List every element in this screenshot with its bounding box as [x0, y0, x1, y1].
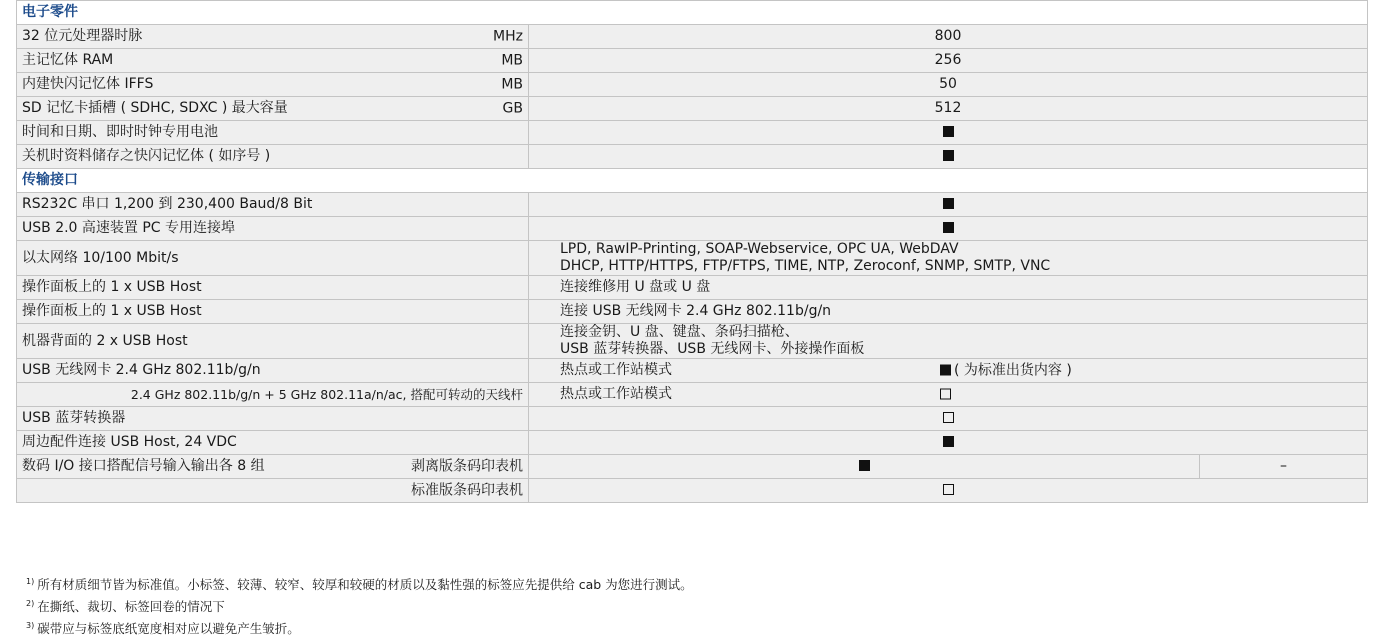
spec-row [17, 431, 1368, 455]
label-text: 32 位元处理器时脉 [22, 28, 143, 44]
spec-value [529, 431, 1368, 455]
spec-label [17, 97, 529, 121]
empty-square-icon [940, 388, 951, 399]
spec-value-extra: – [1200, 455, 1368, 479]
spec-row [17, 121, 1368, 145]
spec-value: 256 [529, 49, 1368, 73]
spec-row [17, 97, 1368, 121]
label-text: 内建快闪记忆体 IFFS [22, 76, 154, 92]
spec-label: USB 2.0 高速装置 PC 专用连接埠 [17, 217, 529, 241]
filled-square-icon [943, 198, 954, 209]
spec-row [17, 241, 1368, 276]
spec-value: 512 [529, 97, 1368, 121]
spec-row [17, 49, 1368, 73]
footnote [26, 616, 693, 638]
spec-label: USB 蓝芽转换器 [17, 407, 529, 431]
spec-label: 2.4 GHz 802.11b/g/n + 5 GHz 802.11a/n/ac, 搭配可转动的天线杆 [17, 383, 529, 407]
section-row [17, 169, 1368, 193]
spec-value [529, 241, 1368, 276]
spec-value [529, 407, 1368, 431]
filled-square-icon [943, 222, 954, 233]
spec-label: 操作面板上的 1 x USB Host [17, 276, 529, 300]
footnote-text: 碳带应与标签底纸宽度相对应以避免产生皱折。 [37, 621, 300, 636]
spec-row [17, 455, 1368, 479]
spec-value [529, 145, 1368, 169]
footnotes [26, 572, 693, 638]
footnote [26, 594, 693, 616]
spec-row [17, 300, 1368, 324]
spec-value [529, 193, 1368, 217]
spec-row [17, 73, 1368, 97]
unit-text: MB [501, 52, 523, 68]
spec-label [17, 455, 529, 479]
footnote-number: 1) [26, 577, 35, 586]
label-text: 数码 I/O 接口搭配信号输入输出各 8 组 [22, 458, 265, 474]
option-mark [940, 386, 951, 403]
spec-row [17, 145, 1368, 169]
spec-row [17, 479, 1368, 503]
unit-text: MHz [493, 28, 523, 44]
spec-row [17, 359, 1368, 383]
protocol-line: LPD, RawIP-Printing, SOAP-Webservice, OPC UA, WebDAV [560, 241, 959, 257]
spec-row [17, 383, 1368, 407]
spec-value [529, 383, 1368, 407]
spec-value: 50 [529, 73, 1368, 97]
spec-table [16, 0, 1368, 503]
filled-square-icon [940, 364, 951, 375]
variant-text: 标准版条码印表机 [411, 482, 523, 498]
spec-label: USB 无线网卡 2.4 GHz 802.11b/g/n [17, 359, 529, 383]
empty-square-icon [943, 412, 954, 423]
standard-note: ( 为标准出货内容 ) [954, 362, 1072, 378]
label-text: SD 记忆卡插槽 ( SDHC, SDXC ) 最大容量 [22, 100, 288, 116]
spec-row [17, 407, 1368, 431]
spec-row [17, 193, 1368, 217]
spec-value [529, 455, 1200, 479]
footnote-text: 在撕纸、裁切、标签回卷的情况下 [37, 599, 225, 614]
spec-value: 连接 USB 无线网卡 2.4 GHz 802.11b/g/n [529, 300, 1368, 324]
filled-square-icon [943, 126, 954, 137]
spec-value [529, 324, 1368, 359]
spec-value [529, 479, 1368, 503]
spec-value [529, 359, 1368, 383]
mode-text: 热点或工作站模式 [560, 386, 672, 402]
spec-label [17, 25, 529, 49]
usage-line: 连接金钥、U 盘、键盘、条码扫描枪、 [560, 324, 799, 340]
filled-square-icon [859, 460, 870, 471]
footnote-number: 2) [26, 599, 35, 608]
spec-label: 时间和日期、即时时钟专用电池 [17, 121, 529, 145]
spec-row [17, 217, 1368, 241]
spec-label: 操作面板上的 1 x USB Host [17, 300, 529, 324]
spec-label: 机器背面的 2 x USB Host [17, 324, 529, 359]
spec-label: 以太网络 10/100 Mbit/s [17, 241, 529, 276]
filled-square-icon [943, 436, 954, 447]
spec-value [529, 217, 1368, 241]
footnote [26, 572, 693, 594]
spec-row [17, 25, 1368, 49]
mode-text: 热点或工作站模式 [560, 362, 672, 378]
spec-value: 800 [529, 25, 1368, 49]
spec-value [529, 121, 1368, 145]
label-text: 主记忆体 RAM [22, 52, 114, 68]
footnote-number: 3) [26, 621, 35, 630]
empty-square-icon [943, 484, 954, 495]
footnote-text: 所有材质细节皆为标准值。小标签、较薄、较窄、较厚和较硬的材质以及黏性强的标签应先提供给 cab 为您进行测试。 [37, 577, 693, 592]
section-title-electronics: 电子零件 [17, 1, 1368, 25]
spec-label: 周边配件连接 USB Host, 24 VDC [17, 431, 529, 455]
spec-label [17, 73, 529, 97]
spec-label: 关机时资料储存之快闪记忆体 ( 如序号 ) [17, 145, 529, 169]
section-title-interfaces: 传输接口 [17, 169, 1368, 193]
section-row [17, 1, 1368, 25]
spec-label [17, 479, 529, 503]
unit-text: GB [502, 100, 523, 116]
spec-value: 连接维修用 U 盘或 U 盘 [529, 276, 1368, 300]
variant-text: 剥离版条码印表机 [411, 458, 523, 474]
filled-square-icon [943, 150, 954, 161]
usage-line: USB 蓝芽转换器、USB 无线网卡、外接操作面板 [560, 341, 865, 357]
spec-label [17, 49, 529, 73]
standard-mark [940, 362, 1072, 379]
spec-row [17, 324, 1368, 359]
spec-label: RS232C 串口 1,200 到 230,400 Baud/8 Bit [17, 193, 529, 217]
spec-row [17, 276, 1368, 300]
protocol-line: DHCP, HTTP/HTTPS, FTP/FTPS, TIME, NTP, Zeroconf, SNMP, SMTP, VNC [560, 258, 1051, 274]
unit-text: MB [501, 76, 523, 92]
